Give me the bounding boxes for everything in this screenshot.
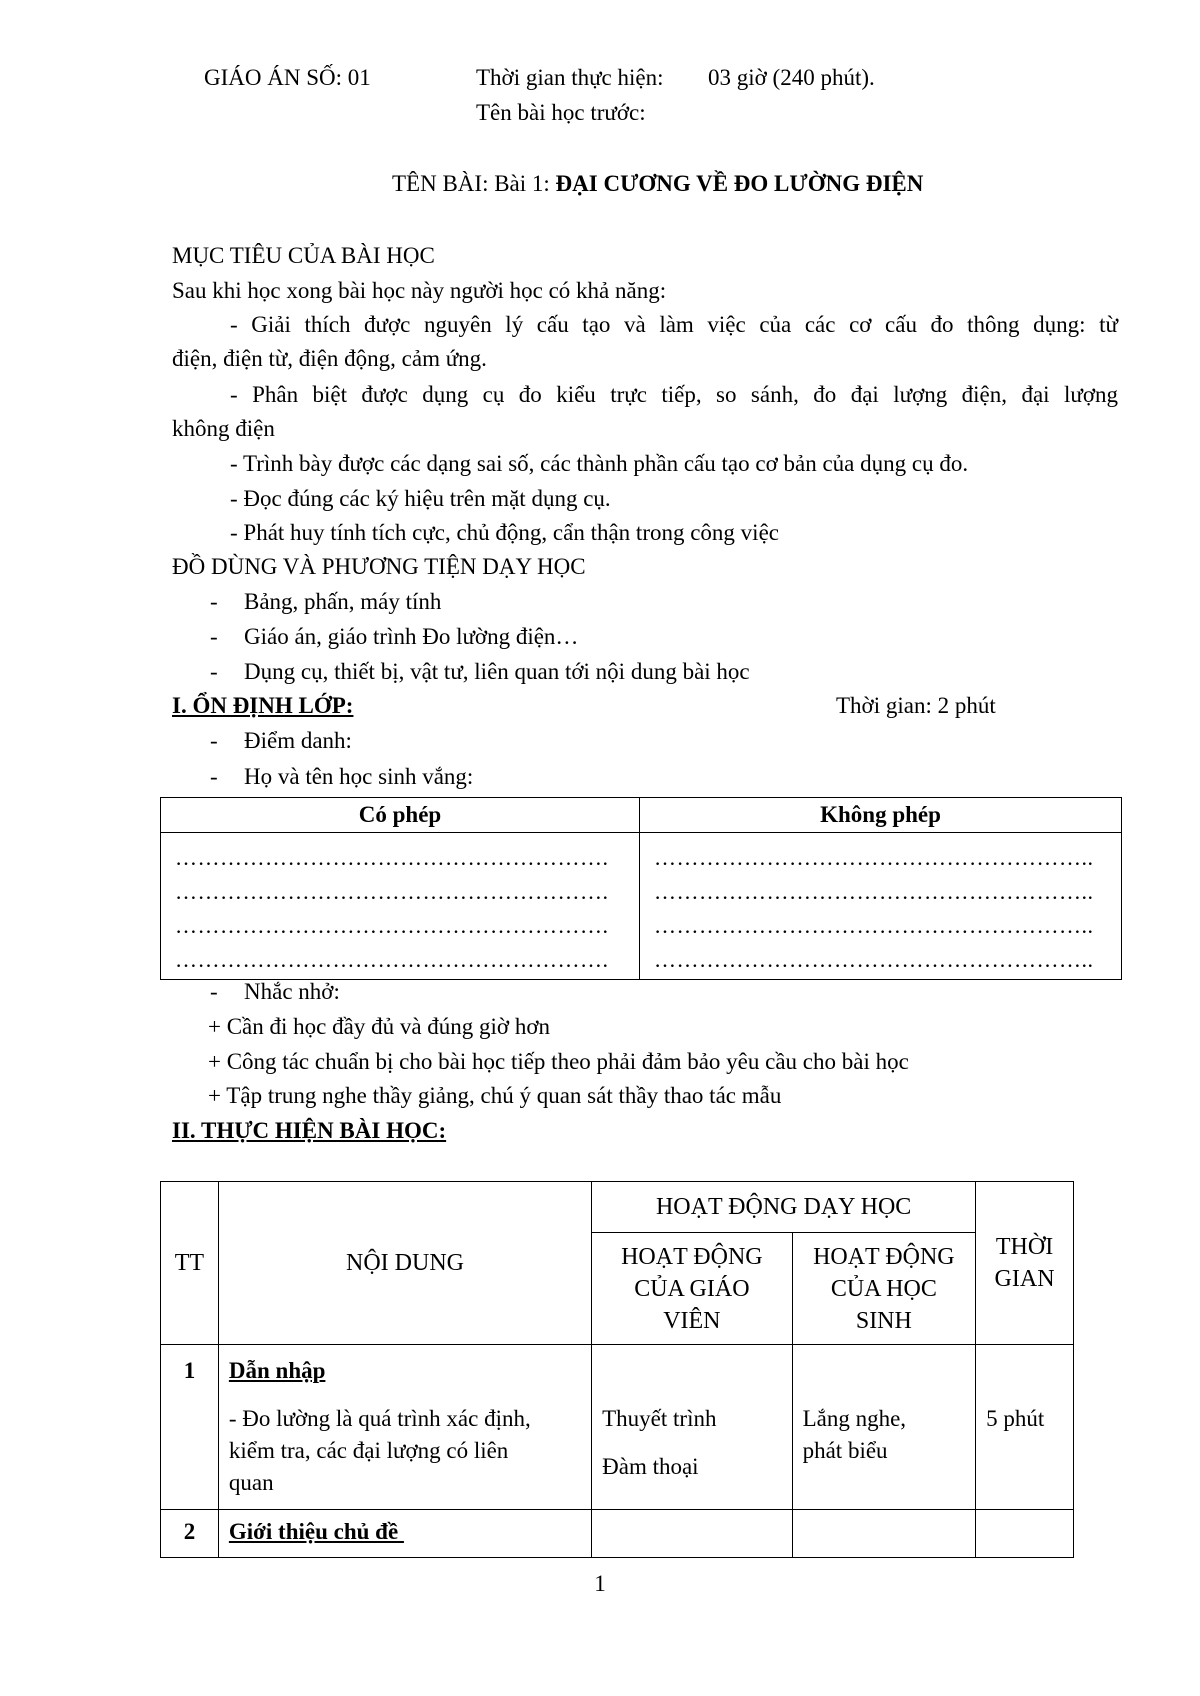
page-number: 1 xyxy=(594,1571,606,1596)
reminder-label: Nhắc nhở: xyxy=(244,979,340,1004)
material-item-2: Giáo án, giáo trình Đo lường điện… xyxy=(244,624,579,649)
lesson-title-prefix: TÊN BÀI: Bài 1: xyxy=(392,171,556,196)
row-2-content xyxy=(218,1510,591,1558)
col-header-time: THỜI GIAN xyxy=(976,1182,1074,1345)
attendance-excused-lines: …………………………………………………. …………………………………………………. …………………………………………………. …………………………………………………. xyxy=(161,833,640,980)
time-label: Thời gian thực hiện: xyxy=(476,65,664,90)
row-1-content xyxy=(218,1345,591,1510)
row-1-teacher-method-2: Đàm thoại xyxy=(602,1454,699,1479)
reminder-item-1: + Cần đi học đầy đủ và đúng giờ hơn xyxy=(208,1014,551,1039)
col-header-activities: HOẠT ĐỘNG DẠY HỌC xyxy=(592,1182,976,1233)
row-1-student-activity-1: Lắng nghe, xyxy=(802,1406,907,1431)
section-1-time: Thời gian: 2 phút xyxy=(836,693,996,718)
materials-heading: ĐỒ DÙNG VÀ PHƯƠNG TIỆN DẠY HỌC xyxy=(172,554,586,579)
attendance-table xyxy=(160,797,1122,980)
attendance-col-excused: Có phép xyxy=(161,798,640,833)
col-header-student: HOẠT ĐỘNG CỦA HỌC SINH xyxy=(792,1233,976,1345)
row-2-time xyxy=(976,1510,1074,1558)
reminder-item-2: + Công tác chuẩn bị cho bài học tiếp theo phải đảm bảo yêu cầu cho bài học xyxy=(208,1049,909,1074)
row-1-time: 5 phút xyxy=(976,1345,1074,1510)
col-header-teacher: HOẠT ĐỘNG CỦA GIÁO VIÊN xyxy=(592,1233,792,1345)
objective-item-2-line-2: không điện xyxy=(172,416,275,441)
objective-item-1-line-2: điện, điện từ, điện động, cảm ứng. xyxy=(172,346,487,371)
row-2-teacher xyxy=(592,1510,792,1558)
objective-item-3: - Trình bày được các dạng sai số, các thành phần cấu tạo cơ bản của dụng cụ đo. xyxy=(230,451,969,476)
objective-item-2-line-1: - Phân biệt được dụng cụ đo kiểu trực tiếp, so sánh, đo đại lượng điện, đại lượng xyxy=(230,382,1118,407)
col-header-tt: TT xyxy=(161,1182,219,1345)
row-1-student-activity-2: phát biểu xyxy=(802,1438,888,1463)
time-value: 03 giờ (240 phút). xyxy=(708,65,875,90)
row-2-title: Giới thiệu chủ đề xyxy=(228,1519,404,1544)
row-1-student xyxy=(792,1345,976,1510)
attendance-col-unexcused: Không phép xyxy=(640,798,1122,833)
row-2-student xyxy=(792,1510,976,1558)
absent-students-label: Họ và tên học sinh vắng: xyxy=(244,764,474,789)
material-item-3: Dụng cụ, thiết bị, vật tư, liên quan tới nội dung bài học xyxy=(244,659,750,684)
row-1-text-line-2: kiểm tra, các đại lượng có liên xyxy=(228,1438,509,1463)
col-header-content: NỘI DUNG xyxy=(218,1182,591,1345)
row-1-number: 1 xyxy=(161,1345,219,1510)
row-1-teacher xyxy=(592,1345,792,1510)
table-row xyxy=(161,1510,1074,1558)
row-1-text-line-3: quan xyxy=(228,1470,274,1495)
objective-item-1-line-1: - Giải thích được nguyên lý cấu tạo và làm việc của các cơ cấu đo thông dụng: từ xyxy=(230,312,1118,337)
material-item-1: Bảng, phấn, máy tính xyxy=(244,589,442,614)
lesson-title-main: ĐẠI CƯƠNG VỀ ĐO LƯỜNG ĐIỆN xyxy=(555,171,924,196)
attendance-unexcused-lines: ………………………………………………….. ………………………………………………….. ………………………………………………….. ………………………………………………….. xyxy=(640,833,1122,980)
row-1-text-line-1: - Đo lường là quá trình xác định, xyxy=(228,1406,531,1431)
row-2-number: 2 xyxy=(161,1510,219,1558)
row-1-title: Dẫn nhập xyxy=(228,1358,326,1383)
objective-item-5: - Phát huy tính tích cực, chủ động, cẩn thận trong công việc xyxy=(230,520,779,545)
objectives-heading: MỤC TIÊU CỦA BÀI HỌC xyxy=(172,243,435,268)
objectives-intro: Sau khi học xong bài học này người học có khả năng: xyxy=(172,278,667,303)
previous-lesson: Tên bài học trước: xyxy=(476,100,646,125)
lesson-plan-table xyxy=(160,1181,1074,1558)
table-row xyxy=(161,1345,1074,1510)
roll-call: Điểm danh: xyxy=(244,728,352,753)
section-2-heading: II. THỰC HIỆN BÀI HỌC: xyxy=(172,1118,447,1143)
reminder-item-3: + Tập trung nghe thầy giảng, chú ý quan sát thầy thao tác mẫu xyxy=(208,1083,782,1108)
lesson-title xyxy=(392,170,923,198)
row-1-teacher-method-1: Thuyết trình xyxy=(602,1406,717,1431)
section-1-heading: I. ỔN ĐỊNH LỚP: xyxy=(172,693,354,718)
objective-item-4: - Đọc đúng các ký hiệu trên mặt dụng cụ. xyxy=(230,486,611,511)
lesson-number: GIÁO ÁN SỐ: 01 xyxy=(204,65,371,90)
